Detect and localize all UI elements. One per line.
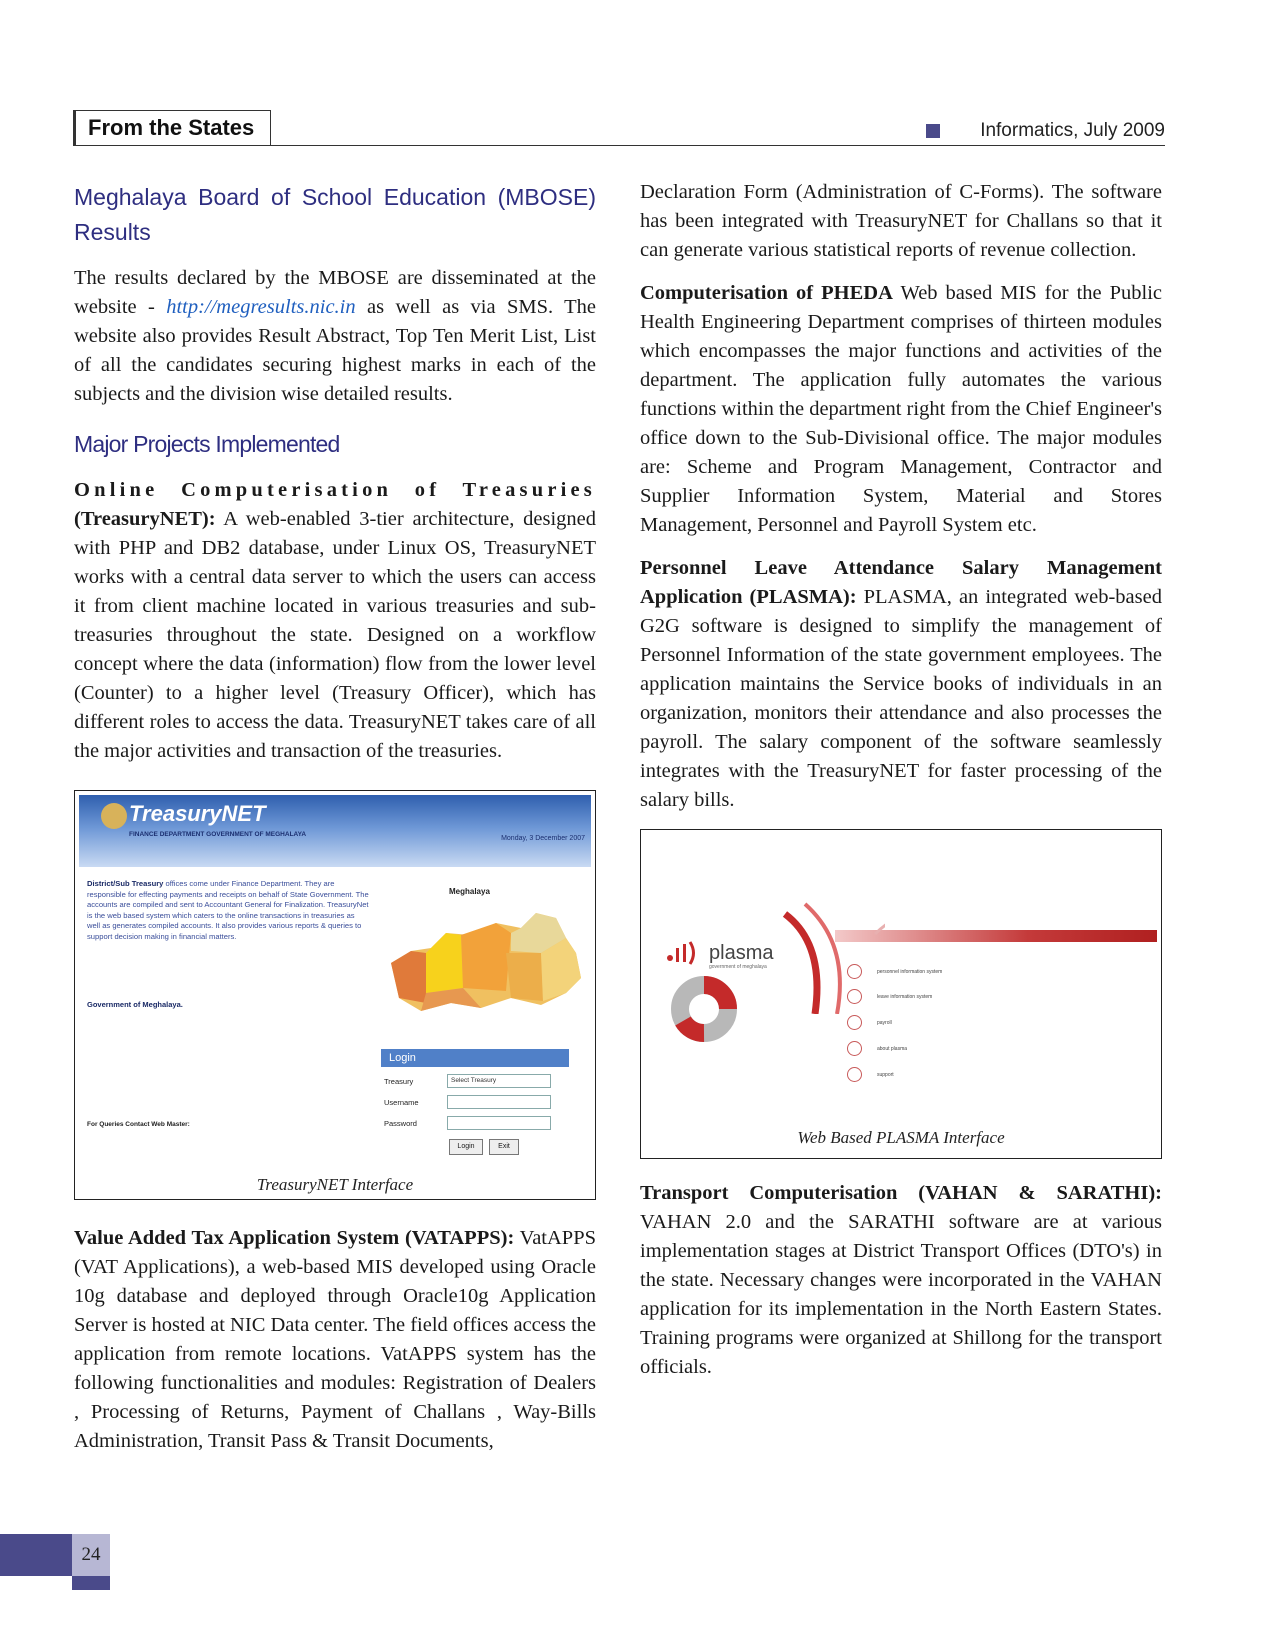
menu-personnel-icon[interactable] [847, 964, 862, 979]
menu-leave-icon[interactable] [847, 989, 862, 1004]
plasma-caption: Web Based PLASMA Interface [797, 1128, 1005, 1147]
menu-payroll[interactable]: payroll [877, 1020, 892, 1026]
shell-logo-icon [101, 803, 127, 829]
right-column [640, 178, 1162, 1396]
cforms-paragraph: Declaration Form (Administration of C-Forms). The software has been integrated with TreasuryNET for Challans so that it can generate various statistical reports of revenue collection. [640, 181, 1162, 261]
mbose-heading: Meghalaya Board of School Education (MBOSE) Results [74, 184, 596, 245]
plasma-logo: plasma [709, 942, 774, 964]
left-column [74, 180, 596, 1470]
plasma-paragraph: Personnel Leave Attendance Salary Management Application (PLASMA): PLASMA, an integrated web-based G2G software is designed to simplify the management of Personnel Information of the state government employees. The application maintains the Service books of individuals in an organization, monitors their attendance and also processes the payroll. The salary component of the software seamlessly integrates with the TreasuryNET for faster processing of the salary bills. [640, 557, 1162, 811]
vatapps-paragraph: Value Added Tax Application System (VATAPPS): VatAPPS (VAT Applications), a web-based MIS developed using Oracle 10g database and deployed through Oracle10g Application Server is hosted at NIC Data center. The field offices access the application from remote locations. VatAPPS system has the following functionalities and modules: Registration of Dealers , Processing of Returns, Payment of Challans , Way-Bills Administration, Transit Pass & Transit Documents, [74, 1227, 596, 1452]
plasma-logo-sub: government of meghalaya [709, 964, 767, 970]
exit-button[interactable]: Exit [489, 1139, 519, 1155]
password-label: Password [384, 1119, 417, 1128]
menu-about[interactable]: about plasma [877, 1046, 908, 1052]
treasurynet-logo: TreasuryNET [129, 801, 266, 826]
password-input[interactable] [447, 1116, 551, 1130]
treasurynet-paragraph: Online Computerisation of Treasuries (TreasuryNET): A web-enabled 3-tier architecture, designed with PHP and DB2 database, under Linux OS, TreasuryNET works with a central data server to which the users can access it from client machine located in various treasuries and sub-treasuries throughout the state. Designed on a workflow concept where the data (information) flow from the lower level (Counter) to a higher level (Treasury Officer), which has different roles to access the data. TreasuryNET takes care of all the major activities and transaction of the treasuries. [74, 479, 596, 762]
pheda-paragraph: Computerisation of PHEDA Web based MIS for the Public Health Engineering Department comprises of thirteen modules which encompasses the major functions and activities of the department. The application fully automates the various functions within the department right from the Chief Engineer's office down to the Sub-Divisional office. The major modules are: Scheme and Program Management, Contractor and Supplier Information System, Material and Stores Management, Personnel and Payroll System etc. [640, 282, 1162, 536]
username-input[interactable] [447, 1095, 551, 1109]
mbose-paragraph: The results declared by the MBOSE are disseminated at the website - http://megresults.nic.in as well as via SMS. The website also provides Result Abstract, Top Ten Merit List, List of all the candidates securing highest marks in each of the subjects and the division wise detailed results. [74, 267, 596, 405]
treasurynet-figure [74, 790, 596, 1200]
major-projects-heading: Major Projects Implemented [74, 431, 340, 457]
plasma-figure [640, 829, 1162, 1159]
menu-about-icon[interactable] [847, 1041, 862, 1056]
page-tab-bottom [72, 1576, 110, 1590]
plasma-signal-icon [665, 938, 705, 968]
username-label: Username [384, 1098, 419, 1107]
login-title: Login [381, 1049, 569, 1067]
menu-support[interactable]: support [877, 1072, 894, 1078]
menu-support-icon[interactable] [847, 1067, 862, 1082]
meghalaya-map-icon [371, 893, 586, 1015]
menu-payroll-icon[interactable] [847, 1015, 862, 1030]
map-label: Meghalaya [449, 887, 490, 896]
header-square-icon [926, 124, 940, 138]
section-tab: From the States [73, 110, 271, 146]
menu-leave[interactable]: leave information system [877, 994, 933, 1000]
login-button[interactable]: Login [449, 1139, 483, 1155]
treasurynet-caption: TreasuryNET Interface [256, 1175, 414, 1194]
treasurynet-screenshot [79, 795, 591, 1169]
plasma-donut-icon [669, 974, 739, 1044]
menu-personnel[interactable]: personnel information system [877, 969, 943, 975]
header-rule [271, 145, 1165, 146]
queries-label: For Queries Contact Web Master: [87, 1121, 190, 1128]
plasma-wave-icon [765, 894, 885, 1014]
treasury-select[interactable]: Select Treasury [447, 1074, 551, 1088]
plasma-header-text [915, 878, 1105, 886]
treasurynet-intro: District/Sub Treasury offices come under Finance Department. They are responsible for effecting payments and receipts on behalf of State Government. The accounts are compiled and sent to Accountant General for Finalization. TreasuryNet is the web based system which caters to the online transactions in treasuries as well as generates compiled accounts. It also provides various reports & queries to support decision making in financial matters. [87, 879, 369, 941]
treasurynet-date: Monday, 3 December 2007 [501, 835, 585, 842]
treasurynet-subtitle: FINANCE DEPARTMENT GOVERNMENT OF MEGHALAYA [129, 831, 307, 838]
page-number: 24 [81, 1544, 101, 1565]
megresults-link[interactable]: http://megresults.nic.in [166, 296, 356, 318]
issue-label: Informatics, July 2009 [980, 120, 1165, 141]
page-tab-dark [0, 1534, 72, 1576]
treasury-label: Treasury [384, 1077, 414, 1086]
vahan-paragraph: Transport Computerisation (VAHAN & SARATHI): VAHAN 2.0 and the SARATHI software are at various implementation stages at District Transport Offices (DTO's) in the state. Necessary changes were incorporated in the VAHAN application for its implementation in the North Eastern States. Training programs were organized at Shillong for the transport officials. [640, 1182, 1162, 1378]
plasma-screenshot [645, 834, 1157, 1118]
treasurynet-gov: Government of Meghalaya. [87, 1000, 183, 1009]
